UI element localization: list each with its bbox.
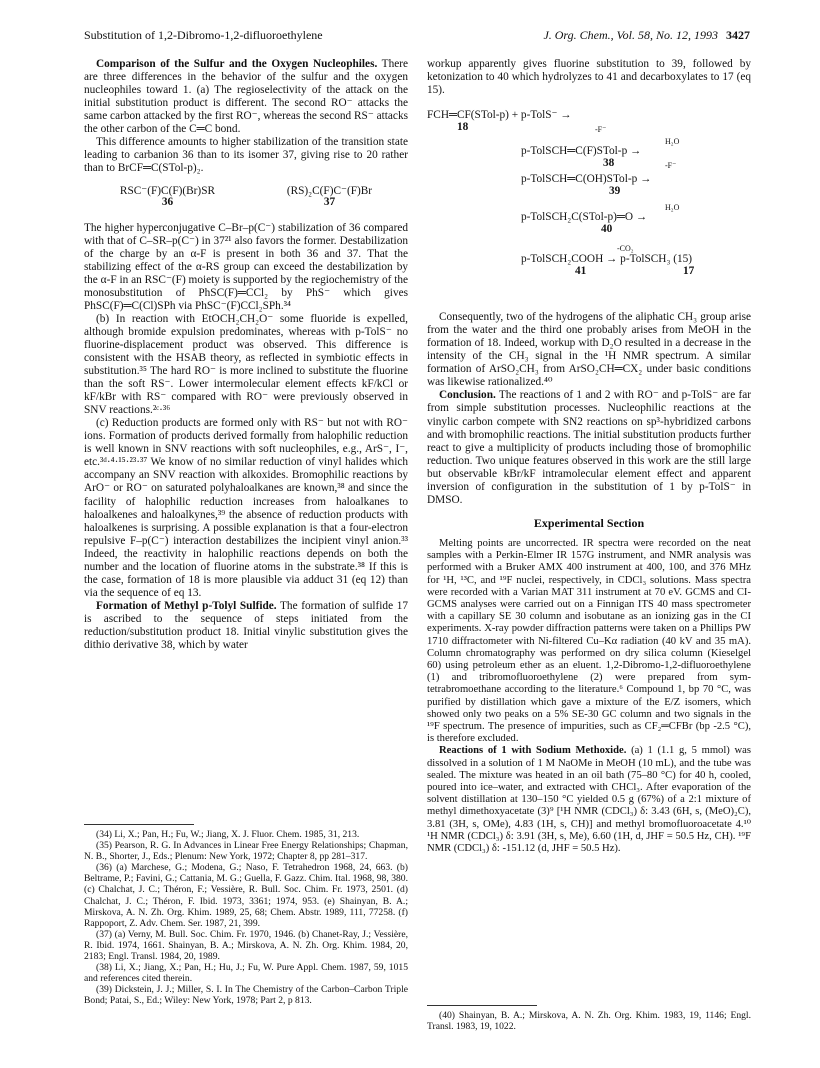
right-column <box>427 58 751 855</box>
eq-line-4: p-TolSCH₂C(STol-p)═O → <box>521 211 648 224</box>
structure-36 <box>120 185 215 209</box>
paragraph-c: (c) Reduction products are formed only with RS⁻ but not with RO⁻ ions. Formation of products derived formally from halophilic reduction is well known in SNV reactions with soft nucleophiles, e.g., ArS⁻, I⁻, etc.³ᵈ·⁴·¹⁵·²³·³⁷ We know of no similar reduction of vinyl halides which accompany an SNV reaction with alkoxides. Bromophilic reactions by ArO⁻ or RO⁻ on saturated polyhaloalkanes are known,³⁸ and since the facility of halophilic reduction increases from haloalkanes to haloalkenes and haloalkynes,³⁹ the absence of reduction products with haloalkenes is surprising. A possible explanation is that a four-electron repulsive F–p(C⁻) interaction destabilizes the incipient vinyl anion.³³ Indeed, the reactivity in halophilic reactions depends on both the number and the location of fluorine atoms in the substrate.³⁸ If this is the case, formation of 18 is more plausible via adduct 31 (eq 12) than via the sequence of eq 13. <box>84 417 408 599</box>
paragraph-text: There are three differences in the behavior of the sulfur and the oxygen nucleophiles toward 1. (a) The regioselectivity of the attack on the initial substitution product is different. The second RO⁻ attacks the same carbon attacked by the first RO⁻, whereas the second RS⁻ attacks the other carbon of the C═C bond. <box>84 58 409 136</box>
footnotes-right <box>427 1005 751 1032</box>
run-in-heading: Formation of Methyl p-Tolyl Sulfide. <box>96 599 277 612</box>
footnote: (34) Li, X.; Pan, H.; Fu, W.; Jiang, X. J. Fluor. Chem. 1985, 31, 213. <box>96 829 360 840</box>
eq-line-2: p-TolSCH═C(F)STol-p → <box>521 145 642 158</box>
eq-arrow-label: -CO₂ <box>617 244 634 254</box>
paragraph-text: (a) 1 (1.1 g, 5 mmol) was dissolved in a solution of 1 M NaOMe in MeOH (10 mL), and the tube was sealed. The mixture was heated in an oil bath (75–80 °C) for 40 h, cooled, poured into ice–water, and extracted with CHCl₃. After evaporation of the solvent distillation at 130–150 °C yielded 0.5 g (67%) of a 2:1 mixture of methyl dimethoxyacetate (3)⁹ [¹H NMR (CDCl₃) δ: 3.43 (6H, s, (MeO)₂C), 3.81 (3H, s, OMe), 4.83 (1H, s, CH)] and methyl bromofluoroacetate 4.¹⁰ ¹H NMR (CDCl₃) δ: 3.91 (3H, s, Me), 6.60 (1H, d, JHF = 50.5 Hz, CH). ¹⁹F NMR (CDCl₃) δ: -151.12 (d, JHF = 50.5 Hz). <box>427 745 751 854</box>
eq-line-3: p-TolSCH═C(OH)STol-p → <box>521 173 652 186</box>
eq-line-1: FCH═CF(STol-p) + p-TolS⁻ → <box>427 109 572 122</box>
journal-name: J. Org. Chem., Vol. 58, No. 12, 1993 <box>543 28 718 42</box>
compound-number: 36 <box>161 196 174 209</box>
footnote: (38) Li, X.; Jiang, X.; Pan, H.; Hu, J.; Fu, W. Pure Appl. Chem. 1987, 59, 1015 and references cited therein. <box>84 962 408 985</box>
compound-number: 17 <box>683 265 695 278</box>
running-header <box>84 28 750 42</box>
paragraph-comparison <box>84 58 408 136</box>
journal-citation <box>543 28 750 43</box>
eq-arrow-label: -F⁻ <box>595 125 607 135</box>
paragraph-workup: workup apparently gives fluorine substitution to 39, followed by ketonization to 40 which hydrolyzes to 41 and decarboxylates to 17 (eq 15). <box>427 58 751 97</box>
left-column <box>84 58 408 652</box>
eq-arrow-label: -F⁻ <box>665 161 677 171</box>
paragraph-general: Melting points are uncorrected. IR spectra were recorded on the neat samples with a Perkin-Elmer IR 157G instrument, and NMR analysis was performed with a Bruker AMX 400 instrument at 400, 100, and 376 MHz for ¹H, ¹³C, and ¹⁹F nuclei, respectively, in CDCl₃ solutions. Mass spectra were recorded with a Varian MAT 311 instrument at 70 eV. GCMS and CI-GCMS analyses were carried out on a Finnigan ITS 40 mass spectrometer with a capillary SE 30 column and isobutane as an ionizing gas in the CI experiments. X-ray powder diffraction patterns were taken on a Phillips PW 1710 diffractometer with Ni-filtered Cu–Kα radiation (40 kV and 35 mA). Column chromatography was performed on dry silica column (Kieselgel 60) using petroleum ether as an eluent. 1,2-Dibromo-1,2-difluoroethylene (1) and tribromofluoroethylene (2) were prepared from sym-tetrabromoethane according to the literature.⁶ Compound 1, bp 70 °C, was purified by distillation which gave a mixture of the E/Z isomers, which showed only two peaks on a 5% SE-30 GC column and two signals in the ¹⁹F spectrum. The presence of impurities, such as CF₂═CFBr (bp -2.5 °C), is therefore excluded. <box>427 537 751 745</box>
experimental-text <box>427 538 751 855</box>
paragraph-consequently: Consequently, two of the hydrogens of the aliphatic CH₃ group arise from the water and the third one probably arises from MeOH in the formation of 18. Indeed, workup with D₂O resulted in a decrease in the intensity of the CH₃ signal in the ¹H NMR spectrum. A similar formation of ArSO₂CH₃ from ArSO₂CH═CX₂ under basic conditions was likewise rationalized.⁴⁰ <box>427 311 751 389</box>
footnote: (36) (a) Marchese, G.; Modena, G.; Naso, F. Tetrahedron 1968, 24, 663. (b) Beltrame, P.; Favini, G.; Cattania, M. G.; Guella, F. Gazz. Chim. Ital. 1968, 98, 380. (c) Chalchat, J. C.; Théron, F.; Vessière, R. Bull. Soc. Chim. Fr. 1973, 2501. (d) Chalchat, J. C.; Théron, F. Ibid. 1973, 3361; 1974, 953. (e) Shainyan, B. A.; Mirskova, A. N. Zh. Org. Khim. 1989, 25, 68; Chem. Abstr. 1989, 111, 77258. (f) Rappoport, Z. Adv. Chem. Ser. 1987, 21, 399. <box>84 862 408 929</box>
paragraph-hyperconjugation: The higher hyperconjugative C–Br–p(C⁻) stabilization of 36 compared with that of C–SR–p(C⁻) in 37²¹ also favors the former. Destabilization of the charge by an α-F is present in both 36 and 37. That the stabilizing effect of the α-RS group can exceed the destabilization by the α-F in an RSC⁻(F) moiety is supported by the regiochemistry of the monosubstitution of PhSC(F)═CCl₂ by PhS⁻ which gives PhSC(F)═C(Cl)SPh via PhSC⁻(F)CCl₂SPh.³⁴ <box>84 221 408 312</box>
structure-37 <box>287 185 372 209</box>
footnote: (40) Shainyan, B. A.; Mirskova, A. N. Zh. Org. Khim. 1983, 19, 1146; Engl. Transl. 1983, 19, 1022. <box>427 1010 751 1033</box>
footnote: (39) Dickstein, J. J.; Miller, S. I. In The Chemistry of the Carbon–Carbon Triple Bond; Patai, S., Ed.; Wiley: New York, 1978; Part 2, p 813. <box>84 984 408 1007</box>
compound-number: 40 <box>601 223 613 236</box>
run-in-heading: Comparison of the Sulfur and the Oxygen Nucleophiles. <box>96 58 378 70</box>
paragraph-text: The formation of sulfide 17 is ascribed to the sequence of steps initiated from the reduction/substitution product 18. Initial vinylic substitution gives the dithio derivative 38, which by water <box>84 599 408 652</box>
paragraph-difference: This difference amounts to higher stabilization of the transition state leading to carbanion 36 than to its isomer 37, giving rise to 20 rather than to BrCF═C(STol-p)₂. <box>84 136 408 175</box>
compound-number: 39 <box>609 185 621 198</box>
structure-formula: (RS)₂C(F)C⁻(F)Br <box>286 185 373 198</box>
compound-number: 38 <box>603 157 615 170</box>
eq-arrow-label: H₂O <box>665 137 680 147</box>
run-in-heading: Reactions of 1 with Sodium Methoxide. <box>439 745 627 757</box>
paragraph-reactions-methoxide <box>427 745 751 855</box>
footnote: (37) (a) Verny, M. Bull. Soc. Chim. Fr. 1970, 1946. (b) Chanet-Ray, J.; Vessière, R. Ibid. 1974, 1661. Shainyan, B. A.; Mirskova, A. N. Zh. Org. Khim. 1984, 20, 2183; Engl. Transl. 1984, 20, 1989. <box>84 928 408 963</box>
equation-15 <box>427 109 751 299</box>
footnote-rule <box>84 824 194 825</box>
paragraph-text: The reactions of 1 and 2 with RO⁻ and p-TolS⁻ are far from simple substitution processes. Nucleophilic reactions at the vinylic carbon compete with SN2 reactions on sp³-hybridized carbons and with bromophilic reactions. The initial substitution products further react to give a multiplicity of products including those of bromophilic reduction. Two unique features observed in this work are the still large but observable kBr/kF intramolecular element effect and apparent inversion of configuration in the substitution of 1 by p-TolS⁻ in DMSO. <box>427 389 752 506</box>
running-title: Substitution of 1,2-Dibromo-1,2-difluoroethylene <box>84 28 323 42</box>
paragraph-methyl-tolyl <box>84 600 408 652</box>
footnote-rule <box>427 1005 537 1006</box>
eq-line-5: p-TolSCH₂COOH → p-TolSCH₃ (15) <box>521 253 693 266</box>
eq-arrow-label: H₂O <box>665 203 680 213</box>
section-heading: Experimental Section <box>533 515 645 530</box>
compound-number: 41 <box>575 265 587 278</box>
footnotes-left <box>84 824 408 1007</box>
footnote: (35) Pearson, R. G. In Advances in Linear Free Energy Relationships; Chapman, N. B., Shorter, J., Eds.; Plenum: New York, 1972; Chapter 8, pp 281–317. <box>84 840 408 863</box>
page-number: 3427 <box>726 28 750 42</box>
run-in-heading: Conclusion. <box>439 389 496 402</box>
compound-number: 37 <box>323 196 336 209</box>
carbanion-structures <box>84 185 408 209</box>
paragraph-conclusion <box>427 389 751 506</box>
compound-number: 18 <box>457 121 469 134</box>
structure-formula: RSC⁻(F)C(F)(Br)SR <box>119 185 216 198</box>
paragraph-b: (b) In reaction with EtOCH₂CH₂O⁻ some fluoride is expelled, although bromide expulsion predominates, whereas with p-TolS⁻ no fluorine-displacement product was observed. This difference is consistent with the HSAB theory, as reflected in symbiotic effects in substitution.³⁵ The hard RO⁻ is more inclined to substitute the fluorine than the soft RS⁻. Lower intermolecular element effects kF/kCl or kF/kBr with RS⁻ compared with RO⁻ were previously observed in SNV reactions.²ᶜ·³⁶ <box>84 312 408 417</box>
